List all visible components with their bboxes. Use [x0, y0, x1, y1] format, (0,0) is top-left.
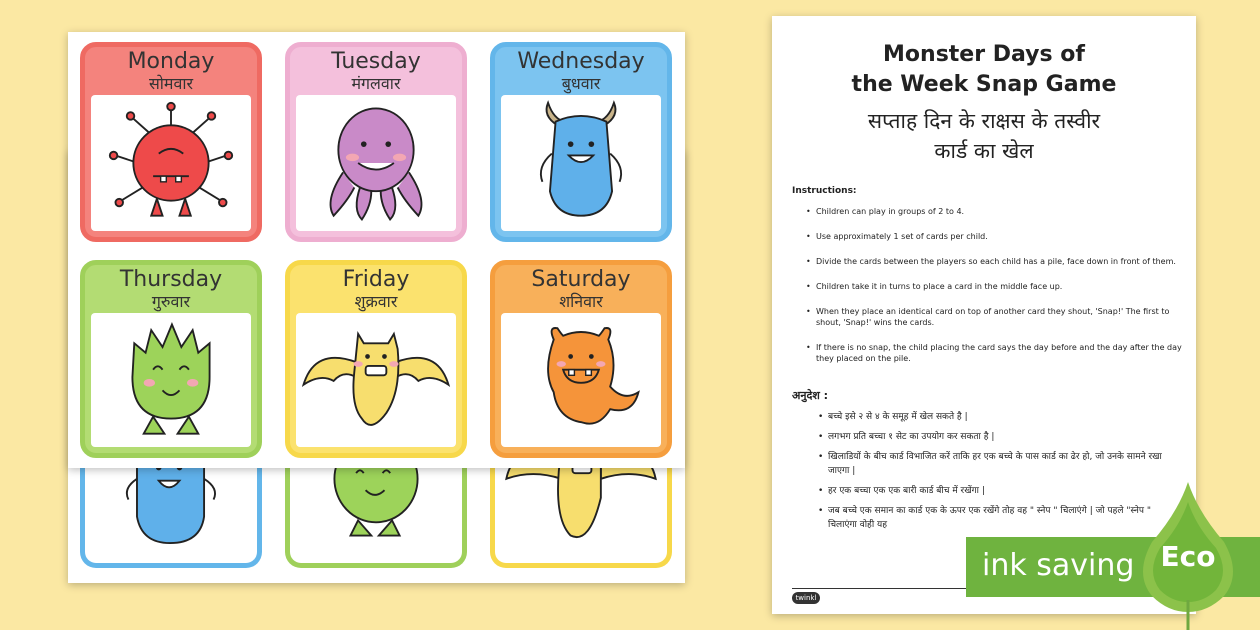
list-item: • जब बच्चे एक समान का कार्ड एक के ऊपर एक रखेंगे तोह वह " स्नेप " चिलाएंगे | जो पहले "स्नेप " चिलाएंगा वोही यह — [818, 504, 1178, 532]
card-header — [495, 47, 667, 95]
list-item: • When they place an identical card on top of another card they shout, 'Snap!' The first to shout, 'Snap!' wins the cards. — [806, 306, 1186, 328]
card-header — [85, 47, 257, 95]
list-item: • Divide the cards between the players so each child has a pile, face down in front of them. — [806, 256, 1186, 267]
card-header — [85, 265, 257, 313]
day-name-en: Friday — [342, 267, 410, 292]
card-picture — [501, 313, 661, 447]
ink-saving-text: ink saving — [982, 548, 1135, 583]
list-item: • हर एक बच्चा एक एक बारी कार्ड बीच में रखेंगा | — [818, 484, 1178, 498]
list-item: • खिलाडियों के बीच कार्ड विभाजित करें ताकि हर एक बच्चे के पास कार्ड का ढेर हो, जो उनके सामने रखा जाएगा | — [818, 450, 1178, 478]
front-card-sheet — [68, 32, 685, 468]
day-name-hi: सोमवार — [148, 74, 194, 93]
card-picture — [501, 95, 661, 231]
list-item: • बच्चे इसे २ से ४ के समूह में खेल सकते है | — [818, 410, 1178, 424]
eco-leaf-badge — [1138, 482, 1238, 630]
title-hi-line-2: कार्ड का खेल — [934, 139, 1034, 163]
day-name-hi: शनिवार — [559, 292, 603, 311]
day-name-en: Saturday — [531, 267, 631, 292]
card-tuesday[interactable] — [285, 42, 467, 242]
day-name-hi: बुधवार — [561, 74, 601, 93]
card-thursday[interactable] — [80, 260, 262, 458]
card-picture — [296, 95, 456, 231]
day-name-en: Thursday — [119, 267, 223, 292]
purple-octopus-monster-icon — [296, 95, 456, 231]
title-hi-line-1: सप्ताह दिन के राक्षस के तस्वीर — [867, 109, 1101, 133]
day-name-hi: गुरुवार — [151, 292, 191, 311]
card-picture — [296, 313, 456, 447]
card-header — [290, 47, 462, 95]
day-name-hi: शुक्रवार — [354, 292, 398, 311]
list-item: • Children can play in groups of 2 to 4. — [806, 206, 1186, 217]
hindi-instructions-label: अनुदेश : — [792, 389, 829, 402]
document-title — [772, 40, 1196, 100]
card-friday[interactable] — [285, 260, 467, 458]
day-name-en: Monday — [127, 49, 215, 74]
day-name-en: Wednesday — [517, 49, 645, 74]
card-picture — [91, 313, 251, 447]
title-line-2: the Week Snap Game — [851, 72, 1117, 97]
orange-ghost-monster-icon — [501, 313, 661, 447]
day-name-hi: मंगलवार — [351, 74, 401, 93]
instructions-list — [806, 206, 1186, 378]
list-item: • Children take it in turns to place a card in the middle face up. — [806, 281, 1186, 292]
instructions-label: Instructions: — [792, 186, 857, 196]
twinkl-logo: twinkl — [792, 592, 820, 604]
list-item: • Use approximately 1 set of cards per child. — [806, 231, 1186, 242]
instructions-document — [772, 16, 1196, 614]
eco-label: Eco — [1160, 540, 1216, 573]
card-picture — [91, 95, 251, 231]
hindi-instructions-list — [818, 410, 1178, 538]
red-virus-monster-icon — [91, 95, 251, 231]
green-spiky-monster-icon — [91, 313, 251, 447]
document-title-hindi — [772, 106, 1196, 166]
blue-horned-monster-icon — [501, 95, 661, 231]
card-wednesday[interactable] — [490, 42, 672, 242]
yellow-bat-monster-icon — [296, 313, 456, 447]
card-monday[interactable] — [80, 42, 262, 242]
day-name-en: Tuesday — [331, 49, 421, 74]
card-header — [290, 265, 462, 313]
title-line-1: Monster Days of — [883, 42, 1085, 67]
list-item: • लगभग प्रति बच्चा १ सेट का उपयोग कर सकता है | — [818, 430, 1178, 444]
card-saturday[interactable] — [490, 260, 672, 458]
card-header — [495, 265, 667, 313]
list-item: • If there is no snap, the child placing the card says the day before and the day after the day they placed on the pile. — [806, 342, 1186, 364]
